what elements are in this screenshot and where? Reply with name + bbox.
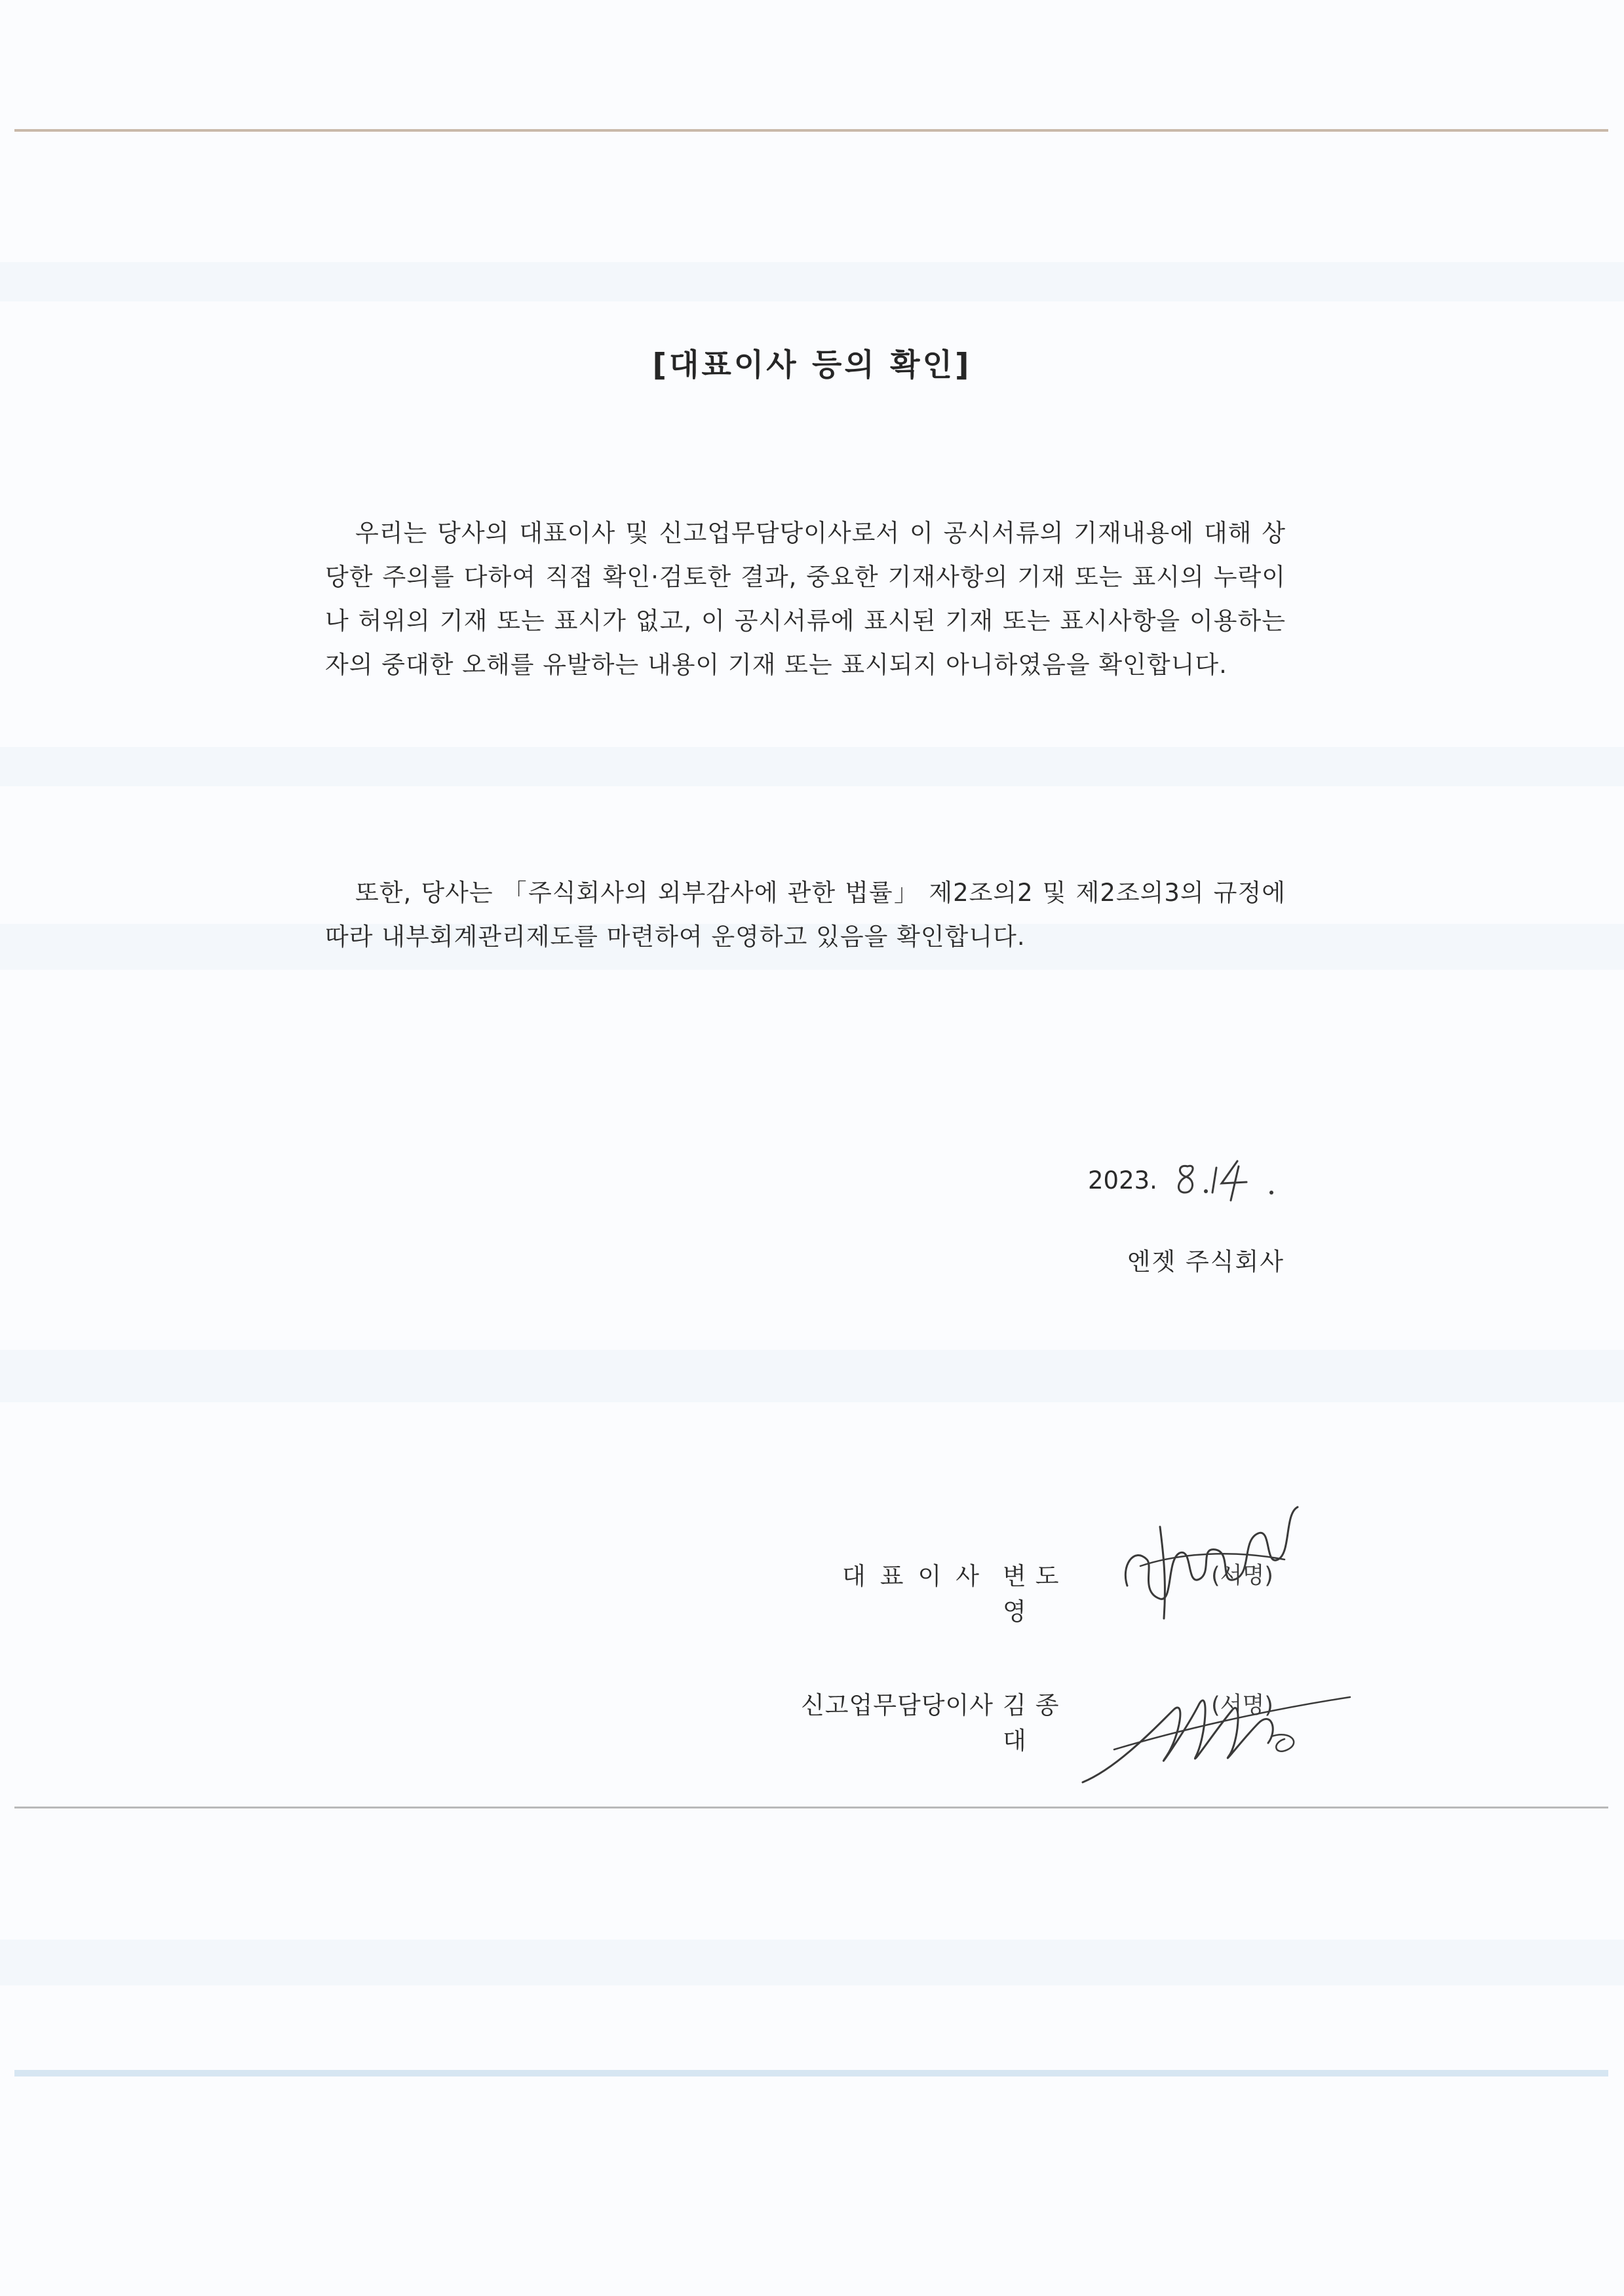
scan-band <box>0 1350 1624 1402</box>
page-title: [대표이사 등의 확인] <box>652 347 972 383</box>
date-printed: 2023. <box>1088 1166 1157 1195</box>
ceo-signature <box>1101 1487 1337 1634</box>
signer-name-disclosure-officer: 김종대 <box>1003 1691 1068 1755</box>
signer-name-ceo: 변도영 <box>1003 1562 1068 1626</box>
signer-title-ceo: 대표이사 <box>842 1562 994 1590</box>
disclosure-officer-signature <box>1075 1658 1363 1805</box>
signer-title-disclosure-officer: 신고업무담당이사 <box>801 1691 994 1719</box>
mid-divider <box>14 1807 1608 1808</box>
scan-band <box>0 262 1624 301</box>
top-divider <box>14 129 1608 132</box>
internal-control-paragraph: 또한, 당사는 「주식회사의 외부감사에 관한 법률」 제2조의2 및 제2조의3의 규정에 따라 내부회계관리제도를 마련하여 운영하고 있음을 확인합니다. <box>325 879 1286 951</box>
signature-label: (서명) <box>1211 1563 1273 1589</box>
signature-label: (서명) <box>1211 1693 1273 1719</box>
scan-band <box>0 747 1624 786</box>
handwritten-date <box>1173 1152 1304 1207</box>
confirmation-paragraph: 우리는 당사의 대표이사 및 신고업무담당이사로서 이 공시서류의 기재내용에 대해 상당한 주의를 다하여 직접 확인·검토한 결과, 중요한 기재사항의 기재 또는 표시의 누락이나 허위의 기재 또는 표시가 없고, 이 공시서류에 표시된 기재 또는 표시사항을 이용하는 자의 중대한 오해를 유발하는 내용이 기재 또는 표시되지 아니하였음을 확인합니다. <box>325 519 1286 679</box>
scan-band <box>0 1940 1624 1985</box>
bottom-band <box>14 2070 1608 2076</box>
company-name: 엔젯 주식회사 <box>1127 1248 1285 1276</box>
